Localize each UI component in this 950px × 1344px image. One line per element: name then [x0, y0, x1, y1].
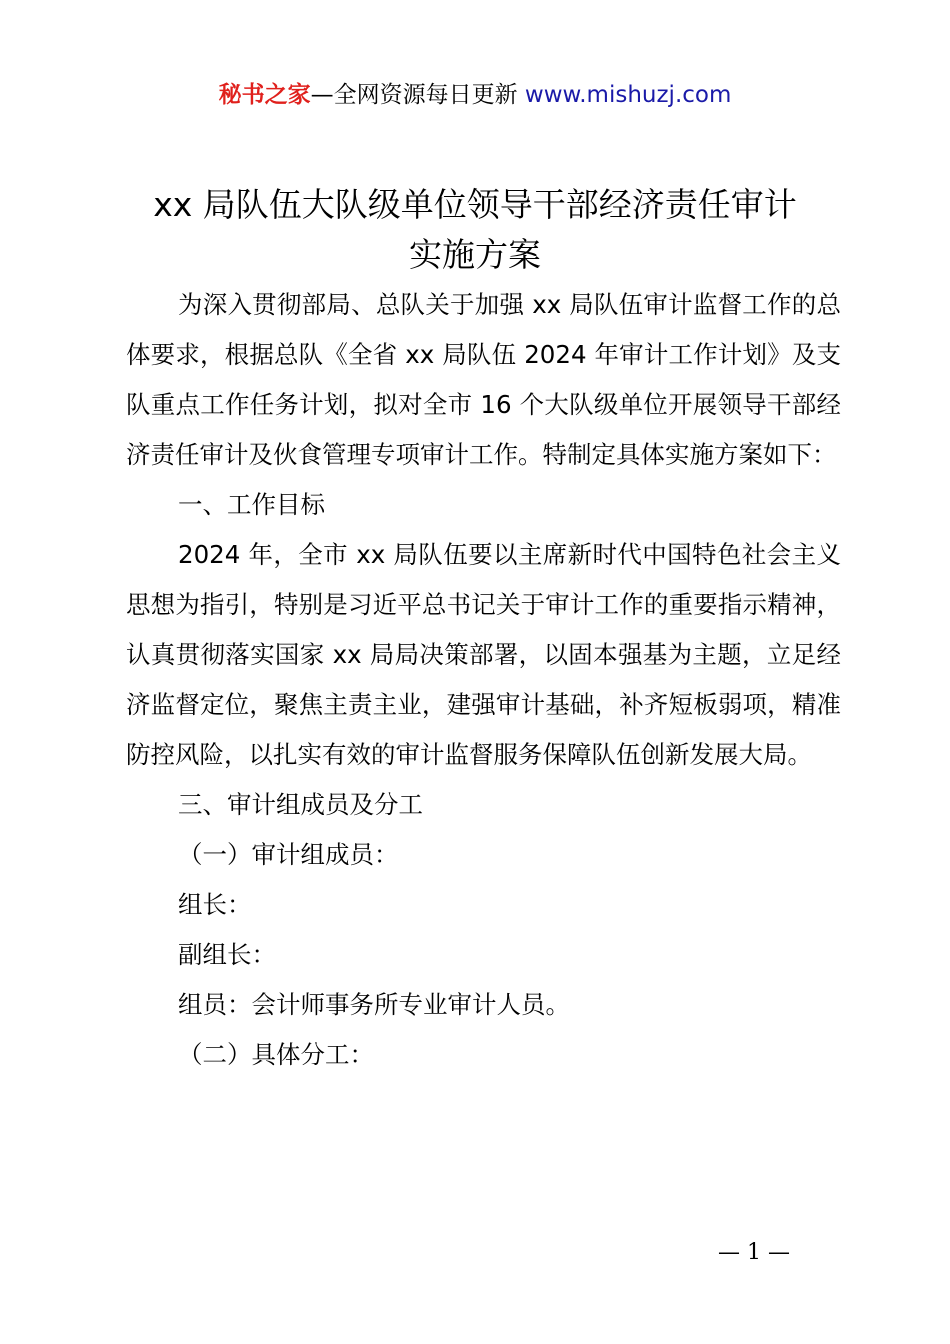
subsection-1-heading: （一）审计组成员：: [178, 840, 399, 869]
leader-line: 组长：: [178, 890, 252, 919]
section-3-heading: 三、审计组成员及分工: [178, 790, 423, 819]
title-line-2: 实施方案: [409, 235, 541, 274]
site-brand: 秘书之家: [218, 82, 311, 108]
site-url-link[interactable]: www.mishuzj.com: [524, 82, 732, 108]
subsection-2-heading: （二）具体分工：: [178, 1040, 374, 1069]
members-line: 组员：会计师事务所专业审计人员。: [178, 990, 570, 1019]
intro-paragraph: 为深入贯彻部局、总队关于加强 xx 局队伍审计监督工作的总体要求，根据总队《全省 xx 局队伍 2024 年审计工作计划》及支队重点工作任务计划，拟对全市 16 个大队级单位开展领导干部经济责任审计及伙食管理专项审计工作。特制定具体实施方案如下：: [126, 290, 841, 469]
document-title: [0, 180, 950, 280]
site-tagline: —全网资源每日更新: [310, 82, 518, 108]
title-line-1: xx 局队伍大队级单位领导干部经济责任审计: [153, 185, 797, 224]
page-number: — 1 —: [718, 1240, 790, 1265]
document-body: [126, 280, 841, 1080]
section-1-heading: 一、工作目标: [178, 490, 325, 519]
deputy-leader-line: 副组长：: [178, 940, 276, 969]
site-header: [0, 78, 950, 112]
section-1-paragraph: 2024 年，全市 xx 局队伍要以主席新时代中国特色社会主义思想为指引，特别是习近平总书记关于审计工作的重要指示精神，认真贯彻落实国家 xx 局局决策部署，以固本强基为主题，立足经济监督定位，聚焦主责主业，建强审计基础，补齐短板弱项，精准防控风险，以扎实有效的审计监督服务保障队伍创新发展大局。: [126, 540, 841, 769]
